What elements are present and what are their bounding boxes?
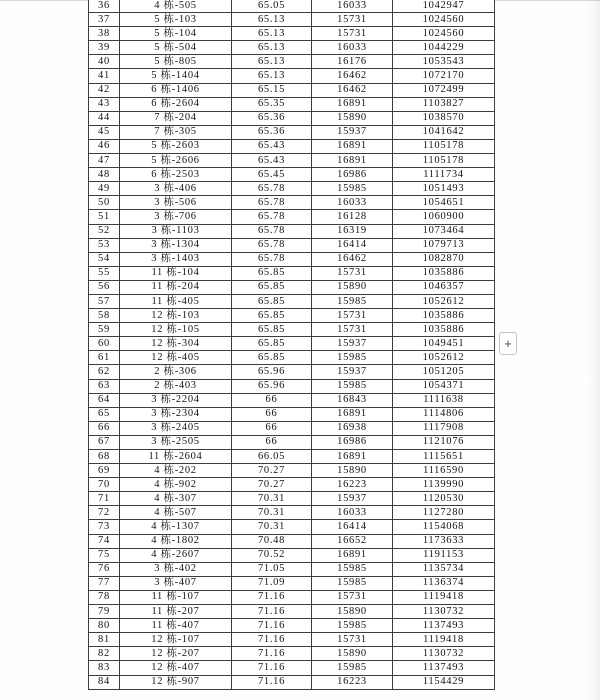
cell-unit: 3 栋-1103 xyxy=(120,224,232,238)
cell-unit-price: 15985 xyxy=(312,379,393,393)
table-row xyxy=(89,0,495,13)
price-table xyxy=(88,0,495,690)
cell-unit-price: 16986 xyxy=(312,435,393,449)
cell-unit-price: 16462 xyxy=(312,69,393,83)
table-row xyxy=(89,407,495,421)
table-row xyxy=(89,478,495,492)
table-body xyxy=(89,0,495,690)
table-row xyxy=(89,280,495,294)
cell-row-number: 66 xyxy=(89,421,120,435)
cell-area: 65.15 xyxy=(232,83,312,97)
cell-unit: 6 栋-2503 xyxy=(120,168,232,182)
table-row xyxy=(89,435,495,449)
cell-area: 70.48 xyxy=(232,534,312,548)
cell-total-price: 1130732 xyxy=(393,647,495,661)
cell-row-number: 36 xyxy=(89,0,120,13)
cell-total-price: 1111638 xyxy=(393,393,495,407)
cell-total-price: 1154429 xyxy=(393,675,495,690)
cell-unit-price: 16891 xyxy=(312,139,393,153)
cell-unit: 6 栋-1406 xyxy=(120,83,232,97)
cell-unit: 7 栋-305 xyxy=(120,125,232,139)
cell-total-price: 1024560 xyxy=(393,27,495,41)
table-row xyxy=(89,464,495,478)
cell-total-price: 1082870 xyxy=(393,252,495,266)
cell-unit-price: 16891 xyxy=(312,450,393,464)
cell-unit-price: 16223 xyxy=(312,478,393,492)
cell-unit-price: 15937 xyxy=(312,365,393,379)
cell-unit-price: 15937 xyxy=(312,125,393,139)
cell-area: 70.31 xyxy=(232,520,312,534)
cell-row-number: 84 xyxy=(89,675,120,690)
cell-area: 70.52 xyxy=(232,548,312,562)
cell-total-price: 1079713 xyxy=(393,238,495,252)
cell-unit-price: 16033 xyxy=(312,196,393,210)
cell-area: 66 xyxy=(232,407,312,421)
cell-total-price: 1038570 xyxy=(393,111,495,125)
cell-unit-price: 15985 xyxy=(312,576,393,590)
cell-area: 65.13 xyxy=(232,69,312,83)
cell-row-number: 74 xyxy=(89,534,120,548)
cell-area: 65.85 xyxy=(232,266,312,280)
cell-area: 65.78 xyxy=(232,210,312,224)
cell-total-price: 1116590 xyxy=(393,464,495,478)
cell-row-number: 70 xyxy=(89,478,120,492)
cell-unit: 11 栋-405 xyxy=(120,294,232,308)
cell-area: 65.78 xyxy=(232,182,312,196)
cell-row-number: 71 xyxy=(89,492,120,506)
cell-area: 65.35 xyxy=(232,97,312,111)
cell-area: 65.13 xyxy=(232,55,312,69)
cell-unit-price: 15731 xyxy=(312,27,393,41)
cell-unit: 3 栋-407 xyxy=(120,576,232,590)
page-edge-shadow xyxy=(589,0,600,700)
cell-row-number: 79 xyxy=(89,605,120,619)
cell-unit-price: 15890 xyxy=(312,111,393,125)
cell-row-number: 75 xyxy=(89,548,120,562)
table-row xyxy=(89,492,495,506)
cell-row-number: 59 xyxy=(89,323,120,337)
cell-unit-price: 16176 xyxy=(312,55,393,69)
cell-unit: 2 栋-403 xyxy=(120,379,232,393)
cell-unit-price: 15731 xyxy=(312,590,393,604)
cell-total-price: 1072170 xyxy=(393,69,495,83)
cell-unit: 11 栋-204 xyxy=(120,280,232,294)
cell-total-price: 1130732 xyxy=(393,605,495,619)
table-row xyxy=(89,83,495,97)
cell-row-number: 48 xyxy=(89,168,120,182)
cell-unit: 7 栋-204 xyxy=(120,111,232,125)
cell-row-number: 39 xyxy=(89,41,120,55)
cell-unit: 12 栋-405 xyxy=(120,351,232,365)
cell-unit-price: 15890 xyxy=(312,647,393,661)
table-row xyxy=(89,125,495,139)
cell-row-number: 68 xyxy=(89,450,120,464)
cell-area: 71.16 xyxy=(232,647,312,661)
cell-area: 65.96 xyxy=(232,379,312,393)
cell-unit: 3 栋-2405 xyxy=(120,421,232,435)
cell-unit-price: 16128 xyxy=(312,210,393,224)
cell-unit: 5 栋-1404 xyxy=(120,69,232,83)
cell-row-number: 55 xyxy=(89,266,120,280)
cell-unit-price: 16891 xyxy=(312,154,393,168)
table-row xyxy=(89,168,495,182)
cell-unit: 5 栋-504 xyxy=(120,41,232,55)
table-row xyxy=(89,421,495,435)
cell-unit-price: 16223 xyxy=(312,675,393,690)
cell-row-number: 46 xyxy=(89,139,120,153)
cell-unit: 4 栋-307 xyxy=(120,492,232,506)
cell-unit-price: 15985 xyxy=(312,619,393,633)
table-row xyxy=(89,41,495,55)
cell-area: 65.43 xyxy=(232,139,312,153)
cell-unit-price: 16891 xyxy=(312,97,393,111)
cell-total-price: 1042947 xyxy=(393,0,495,13)
cell-row-number: 51 xyxy=(89,210,120,224)
table-row xyxy=(89,675,495,690)
cell-area: 65.13 xyxy=(232,13,312,27)
cell-row-number: 40 xyxy=(89,55,120,69)
cell-area: 65.85 xyxy=(232,337,312,351)
table-row xyxy=(89,55,495,69)
cell-area: 70.27 xyxy=(232,464,312,478)
table-row xyxy=(89,323,495,337)
cell-unit: 3 栋-2304 xyxy=(120,407,232,421)
cell-total-price: 1137493 xyxy=(393,661,495,675)
cell-total-price: 1073464 xyxy=(393,224,495,238)
table-row xyxy=(89,393,495,407)
cell-unit-price: 16652 xyxy=(312,534,393,548)
table-row xyxy=(89,337,495,351)
cell-row-number: 58 xyxy=(89,309,120,323)
table-row xyxy=(89,506,495,520)
cell-unit: 5 栋-2606 xyxy=(120,154,232,168)
cell-unit: 6 栋-2604 xyxy=(120,97,232,111)
table-row xyxy=(89,619,495,633)
cell-area: 65.85 xyxy=(232,294,312,308)
cell-unit-price: 15731 xyxy=(312,309,393,323)
cell-row-number: 73 xyxy=(89,520,120,534)
table-row xyxy=(89,139,495,153)
cell-unit: 3 栋-406 xyxy=(120,182,232,196)
cell-row-number: 80 xyxy=(89,619,120,633)
cell-row-number: 69 xyxy=(89,464,120,478)
cell-row-number: 60 xyxy=(89,337,120,351)
cell-unit: 4 栋-507 xyxy=(120,506,232,520)
cell-row-number: 78 xyxy=(89,590,120,604)
cell-unit-price: 16938 xyxy=(312,421,393,435)
table-row xyxy=(89,13,495,27)
table-row xyxy=(89,210,495,224)
cell-unit: 5 栋-104 xyxy=(120,27,232,41)
cell-area: 71.16 xyxy=(232,590,312,604)
cell-row-number: 53 xyxy=(89,238,120,252)
table-row xyxy=(89,562,495,576)
cell-unit-price: 15731 xyxy=(312,633,393,647)
cell-unit: 12 栋-907 xyxy=(120,675,232,690)
cell-unit: 4 栋-2607 xyxy=(120,548,232,562)
cell-total-price: 1119418 xyxy=(393,590,495,604)
cell-row-number: 41 xyxy=(89,69,120,83)
cell-unit-price: 15731 xyxy=(312,323,393,337)
cell-row-number: 77 xyxy=(89,576,120,590)
cell-row-number: 57 xyxy=(89,294,120,308)
cell-row-number: 47 xyxy=(89,154,120,168)
cell-area: 71.16 xyxy=(232,661,312,675)
cell-row-number: 45 xyxy=(89,125,120,139)
cell-unit: 3 栋-2204 xyxy=(120,393,232,407)
cell-row-number: 64 xyxy=(89,393,120,407)
cell-area: 66 xyxy=(232,393,312,407)
cell-unit: 12 栋-304 xyxy=(120,337,232,351)
cell-unit-price: 16033 xyxy=(312,41,393,55)
cell-unit-price: 16414 xyxy=(312,520,393,534)
cell-total-price: 1054371 xyxy=(393,379,495,393)
cell-unit-price: 15890 xyxy=(312,605,393,619)
cell-unit: 4 栋-902 xyxy=(120,478,232,492)
cell-total-price: 1052612 xyxy=(393,294,495,308)
cell-total-price: 1154068 xyxy=(393,520,495,534)
cell-unit: 4 栋-1802 xyxy=(120,534,232,548)
table-row xyxy=(89,520,495,534)
cell-row-number: 50 xyxy=(89,196,120,210)
cell-unit: 4 栋-1307 xyxy=(120,520,232,534)
cell-unit: 5 栋-2603 xyxy=(120,139,232,153)
cell-total-price: 1049451 xyxy=(393,337,495,351)
cell-row-number: 81 xyxy=(89,633,120,647)
cell-area: 65.78 xyxy=(232,252,312,266)
table-row xyxy=(89,238,495,252)
table-row xyxy=(89,154,495,168)
cell-row-number: 83 xyxy=(89,661,120,675)
cell-row-number: 82 xyxy=(89,647,120,661)
table-row xyxy=(89,633,495,647)
cell-total-price: 1035886 xyxy=(393,266,495,280)
table-row xyxy=(89,379,495,393)
cell-total-price: 1054651 xyxy=(393,196,495,210)
table-row xyxy=(89,111,495,125)
table-row xyxy=(89,605,495,619)
cell-unit: 12 栋-407 xyxy=(120,661,232,675)
cell-unit: 2 栋-306 xyxy=(120,365,232,379)
cell-unit: 11 栋-2604 xyxy=(120,450,232,464)
cell-total-price: 1120530 xyxy=(393,492,495,506)
cell-area: 65.13 xyxy=(232,41,312,55)
cell-area: 65.85 xyxy=(232,280,312,294)
cell-row-number: 65 xyxy=(89,407,120,421)
cell-total-price: 1121076 xyxy=(393,435,495,449)
cell-unit: 11 栋-107 xyxy=(120,590,232,604)
cell-unit: 3 栋-1304 xyxy=(120,238,232,252)
cell-unit: 3 栋-506 xyxy=(120,196,232,210)
table-row xyxy=(89,224,495,238)
cell-total-price: 1035886 xyxy=(393,323,495,337)
cell-total-price: 1105178 xyxy=(393,154,495,168)
table-row xyxy=(89,647,495,661)
cell-total-price: 1035886 xyxy=(393,309,495,323)
cell-area: 71.16 xyxy=(232,605,312,619)
cell-area: 65.85 xyxy=(232,309,312,323)
cell-unit: 12 栋-107 xyxy=(120,633,232,647)
cell-unit: 12 栋-207 xyxy=(120,647,232,661)
cell-unit-price: 15937 xyxy=(312,492,393,506)
cell-area: 65.43 xyxy=(232,154,312,168)
cell-area: 65.05 xyxy=(232,0,312,13)
cell-unit: 3 栋-402 xyxy=(120,562,232,576)
cell-unit-price: 15985 xyxy=(312,661,393,675)
cell-row-number: 44 xyxy=(89,111,120,125)
cell-total-price: 1041642 xyxy=(393,125,495,139)
cell-row-number: 63 xyxy=(89,379,120,393)
table-row xyxy=(89,590,495,604)
cell-unit-price: 15985 xyxy=(312,182,393,196)
table-row xyxy=(89,351,495,365)
cell-total-price: 1127280 xyxy=(393,506,495,520)
cell-area: 66 xyxy=(232,435,312,449)
cell-row-number: 61 xyxy=(89,351,120,365)
cell-unit: 4 栋-505 xyxy=(120,0,232,13)
table-row xyxy=(89,450,495,464)
cell-unit-price: 16462 xyxy=(312,252,393,266)
cell-unit-price: 16319 xyxy=(312,224,393,238)
table-row xyxy=(89,309,495,323)
cell-unit: 11 栋-104 xyxy=(120,266,232,280)
cell-area: 65.45 xyxy=(232,168,312,182)
cell-unit-price: 15937 xyxy=(312,337,393,351)
cell-unit: 12 栋-103 xyxy=(120,309,232,323)
cell-unit: 5 栋-805 xyxy=(120,55,232,69)
cell-unit-price: 15985 xyxy=(312,562,393,576)
cell-row-number: 52 xyxy=(89,224,120,238)
cell-row-number: 67 xyxy=(89,435,120,449)
cell-unit: 5 栋-103 xyxy=(120,13,232,27)
price-table-container xyxy=(88,0,495,690)
cell-row-number: 37 xyxy=(89,13,120,27)
cell-unit-price: 16033 xyxy=(312,0,393,13)
table-row xyxy=(89,97,495,111)
cell-area: 65.36 xyxy=(232,125,312,139)
cell-area: 70.31 xyxy=(232,506,312,520)
cell-total-price: 1051205 xyxy=(393,365,495,379)
cell-total-price: 1135734 xyxy=(393,562,495,576)
cell-area: 71.16 xyxy=(232,619,312,633)
cell-total-price: 1044229 xyxy=(393,41,495,55)
cell-total-price: 1139990 xyxy=(393,478,495,492)
cell-unit-price: 16414 xyxy=(312,238,393,252)
cell-unit: 3 栋-706 xyxy=(120,210,232,224)
cell-total-price: 1173633 xyxy=(393,534,495,548)
cell-total-price: 1137493 xyxy=(393,619,495,633)
cell-row-number: 76 xyxy=(89,562,120,576)
cell-row-number: 42 xyxy=(89,83,120,97)
cell-total-price: 1191153 xyxy=(393,548,495,562)
table-row xyxy=(89,266,495,280)
cell-total-price: 1046357 xyxy=(393,280,495,294)
cell-total-price: 1072499 xyxy=(393,83,495,97)
table-row xyxy=(89,182,495,196)
cell-total-price: 1103827 xyxy=(393,97,495,111)
cell-area: 71.16 xyxy=(232,675,312,690)
table-row xyxy=(89,252,495,266)
cell-area: 71.05 xyxy=(232,562,312,576)
table-row xyxy=(89,534,495,548)
cell-total-price: 1024560 xyxy=(393,13,495,27)
table-row xyxy=(89,69,495,83)
cell-row-number: 72 xyxy=(89,506,120,520)
table-row xyxy=(89,576,495,590)
cell-total-price: 1053543 xyxy=(393,55,495,69)
cell-area: 71.09 xyxy=(232,576,312,590)
cell-row-number: 54 xyxy=(89,252,120,266)
cell-unit: 3 栋-1403 xyxy=(120,252,232,266)
cell-total-price: 1115651 xyxy=(393,450,495,464)
cell-total-price: 1111734 xyxy=(393,168,495,182)
cell-area: 65.85 xyxy=(232,323,312,337)
cell-area: 66 xyxy=(232,421,312,435)
cell-unit-price: 15985 xyxy=(312,351,393,365)
cell-area: 65.36 xyxy=(232,111,312,125)
cell-unit-price: 15890 xyxy=(312,464,393,478)
cell-total-price: 1052612 xyxy=(393,351,495,365)
cell-total-price: 1119418 xyxy=(393,633,495,647)
cell-area: 65.78 xyxy=(232,224,312,238)
cell-unit: 4 栋-202 xyxy=(120,464,232,478)
cell-unit-price: 15731 xyxy=(312,13,393,27)
cell-total-price: 1114806 xyxy=(393,407,495,421)
cell-total-price: 1136374 xyxy=(393,576,495,590)
cell-row-number: 56 xyxy=(89,280,120,294)
cell-area: 65.85 xyxy=(232,351,312,365)
cell-area: 65.13 xyxy=(232,27,312,41)
cell-row-number: 62 xyxy=(89,365,120,379)
cell-area: 65.78 xyxy=(232,238,312,252)
cell-unit-price: 16843 xyxy=(312,393,393,407)
cell-row-number: 43 xyxy=(89,97,120,111)
cell-unit: 3 栋-2505 xyxy=(120,435,232,449)
cell-unit-price: 16462 xyxy=(312,83,393,97)
cell-total-price: 1105178 xyxy=(393,139,495,153)
cell-area: 71.16 xyxy=(232,633,312,647)
table-row xyxy=(89,27,495,41)
table-row xyxy=(89,548,495,562)
cell-area: 70.31 xyxy=(232,492,312,506)
zoom-in-button[interactable]: + xyxy=(499,332,517,355)
cell-total-price: 1117908 xyxy=(393,421,495,435)
cell-row-number: 38 xyxy=(89,27,120,41)
cell-total-price: 1051493 xyxy=(393,182,495,196)
cell-unit: 11 栋-407 xyxy=(120,619,232,633)
cell-unit-price: 16986 xyxy=(312,168,393,182)
cell-unit-price: 16891 xyxy=(312,548,393,562)
cell-total-price: 1060900 xyxy=(393,210,495,224)
cell-area: 66.05 xyxy=(232,450,312,464)
cell-unit: 12 栋-105 xyxy=(120,323,232,337)
cell-unit: 11 栋-207 xyxy=(120,605,232,619)
cell-unit-price: 15985 xyxy=(312,294,393,308)
cell-unit-price: 16891 xyxy=(312,407,393,421)
cell-unit-price: 16033 xyxy=(312,506,393,520)
cell-area: 70.27 xyxy=(232,478,312,492)
cell-unit-price: 15890 xyxy=(312,280,393,294)
table-row xyxy=(89,294,495,308)
table-row xyxy=(89,661,495,675)
cell-area: 65.96 xyxy=(232,365,312,379)
cell-unit-price: 15731 xyxy=(312,266,393,280)
table-row xyxy=(89,365,495,379)
table-row xyxy=(89,196,495,210)
cell-area: 65.78 xyxy=(232,196,312,210)
cell-row-number: 49 xyxy=(89,182,120,196)
